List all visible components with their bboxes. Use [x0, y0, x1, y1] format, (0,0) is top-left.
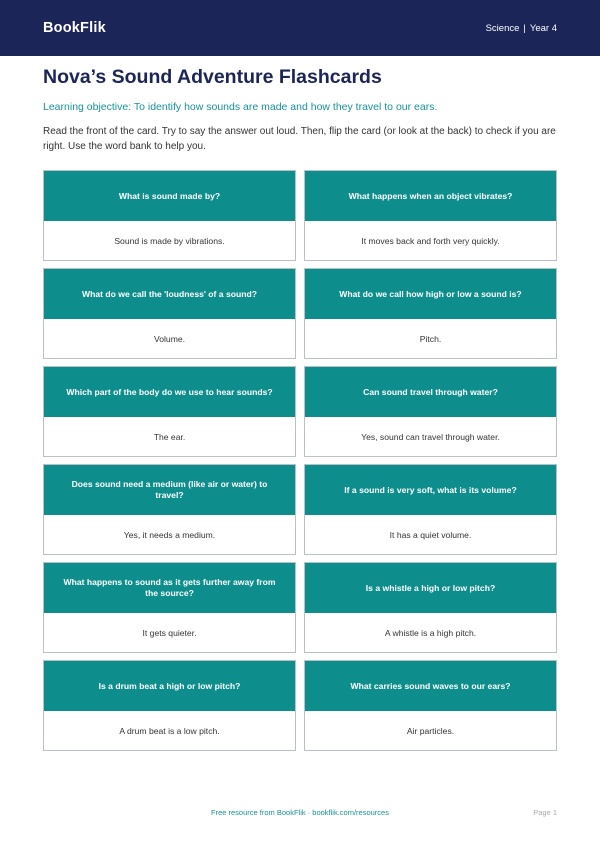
card-answer: Yes, it needs a medium. [44, 515, 295, 554]
card-question: Is a whistle a high or low pitch? [305, 563, 556, 613]
card-question: What happens when an object vibrates? [305, 171, 556, 221]
separator: | [523, 22, 526, 34]
card-answer: It has a quiet volume. [305, 515, 556, 554]
card-answer: Sound is made by vibrations. [44, 221, 295, 260]
card-question: Which part of the body do we use to hear sounds? [44, 367, 295, 417]
card-answer: Air particles. [305, 711, 556, 750]
instructions: Read the front of the card. Try to say the answer out loud. Then, flip the card (or look at the back) to check if you are right. Use the word bank to help you. [43, 126, 556, 152]
header-bar [0, 0, 600, 56]
card-question: What do we call how high or low a sound is? [305, 269, 556, 319]
card-answer: A whistle is a high pitch. [305, 613, 556, 652]
card-question: Is a drum beat a high or low pitch? [44, 661, 295, 711]
brand-logo[interactable]: BookFlik [43, 20, 106, 36]
flashcard[interactable] [43, 170, 296, 261]
flashcard[interactable] [304, 268, 557, 359]
card-answer: Volume. [44, 319, 295, 358]
footer-link[interactable]: Free resource from BookFlik · bookflik.com/resources [211, 808, 389, 817]
card-question: What carries sound waves to our ears? [305, 661, 556, 711]
page-number: Page 1 [533, 808, 557, 817]
card-question: Does sound need a medium (like air or water) to travel? [44, 465, 295, 515]
subject-label: Science [485, 22, 520, 34]
flashcard[interactable] [43, 464, 296, 555]
flashcard[interactable] [43, 660, 296, 751]
flashcard[interactable] [304, 170, 557, 261]
flashcard[interactable] [304, 562, 557, 653]
flashcard-grid [43, 170, 557, 751]
card-answer: A drum beat is a low pitch. [44, 711, 295, 750]
page-title: Nova’s Sound Adventure Flashcards [43, 66, 382, 88]
card-question: If a sound is very soft, what is its volume? [305, 465, 556, 515]
flashcard[interactable] [43, 366, 296, 457]
card-question: What do we call the 'loudness' of a sound? [44, 269, 295, 319]
subject-year-label [486, 23, 557, 34]
year-label: Year 4 [529, 22, 557, 34]
flashcard[interactable] [43, 562, 296, 653]
flashcard[interactable] [304, 464, 557, 555]
flashcard[interactable] [304, 366, 557, 457]
card-answer: The ear. [44, 417, 295, 456]
card-question: What is sound made by? [44, 171, 295, 221]
learning-objective: Learning objective: To identify how sounds are made and how they travel to our ears. [43, 101, 438, 113]
card-question: Can sound travel through water? [305, 367, 556, 417]
card-answer: It gets quieter. [44, 613, 295, 652]
flashcard[interactable] [304, 660, 557, 751]
flashcard[interactable] [43, 268, 296, 359]
card-answer: It moves back and forth very quickly. [305, 221, 556, 260]
card-question: What happens to sound as it gets further away from the source? [44, 563, 295, 613]
card-answer: Yes, sound can travel through water. [305, 417, 556, 456]
card-answer: Pitch. [305, 319, 556, 358]
